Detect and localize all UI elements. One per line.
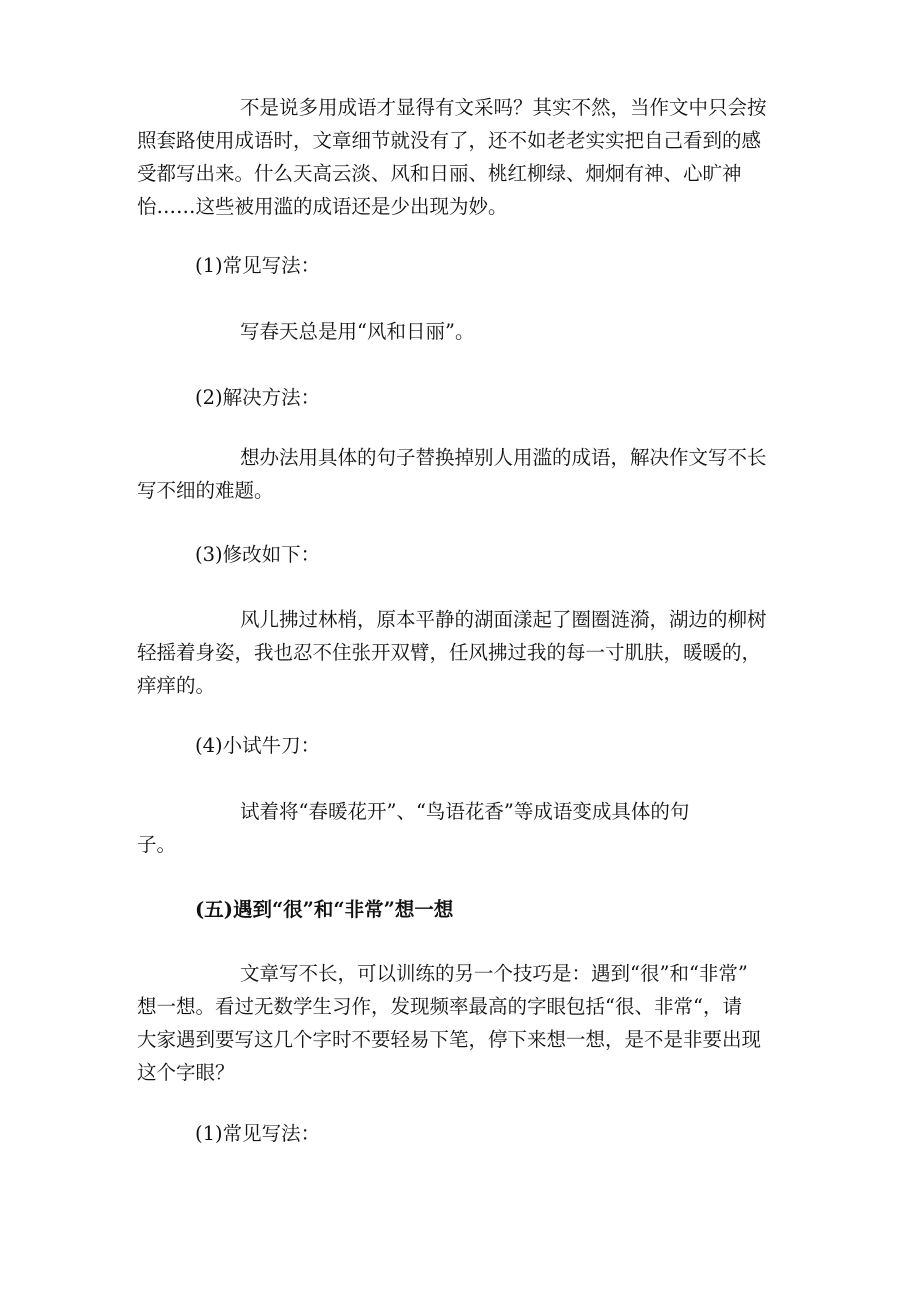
- paragraph-solution: [137, 441, 787, 507]
- text-line: 痒痒的。: [137, 674, 216, 697]
- label-common-writing: (1)常见写法：: [195, 254, 321, 277]
- text-line: 不是说多用成语才显得有文采吗？其实不然，当作文中只会按: [240, 96, 767, 119]
- text-line: 轻摇着身姿，我也忍不住张开双臂，任风拂过我的每一寸肌肤，暖暖的，: [137, 641, 762, 664]
- text-line: 写不细的难题。: [137, 479, 274, 502]
- label-common-writing-2: (1)常见写法：: [195, 1122, 321, 1145]
- paragraph-revision: [137, 603, 787, 702]
- text-line: 文章写不长，可以训练的另一个技巧是：遇到“很”和“非常”: [240, 962, 748, 985]
- text-line: 风儿拂过林梢，原本平静的湖面漾起了圈圈涟漪，湖边的柳树: [240, 608, 767, 631]
- text-line: 怡……这些被用滥的成语还是少出现为妙。: [137, 195, 508, 218]
- text-line: 这个字眼？: [137, 1061, 235, 1084]
- text-line: 子。: [137, 833, 177, 856]
- section-heading-five: (五)遇到“很”和“非常”想一想: [195, 898, 454, 921]
- label-revision: (3)修改如下：: [195, 543, 321, 566]
- text-line: 想办法用具体的句子替换掉别人用滥的成语，解决作文写不长: [240, 446, 767, 469]
- paragraph-spring-example: 写春天总是用“风和日丽”。: [240, 320, 475, 343]
- label-practice: (4)小试牛刀：: [195, 734, 321, 757]
- paragraph-practice: [137, 795, 787, 861]
- label-solution: (2)解决方法：: [195, 386, 321, 409]
- paragraph-idioms-overuse: [137, 91, 787, 223]
- text-line: 想一想。看过无数学生习作，发现频率最高的字眼包括“很、非常“，请: [137, 995, 742, 1018]
- text-line: 受都写出来。什么天高云淡、风和日丽、桃红柳绿、炯炯有神、心旷神: [137, 162, 742, 185]
- text-line: 大家遇到要写这几个字时不要轻易下笔，停下来想一想，是不是非要出现: [137, 1028, 762, 1051]
- text-line: 照套路使用成语时，文章细节就没有了，还不如老老实实把自己看到的感: [137, 129, 762, 152]
- text-line: 试着将“春暖花开”、“鸟语花香”等成语变成具体的句: [240, 800, 690, 823]
- paragraph-very-tip: [137, 957, 787, 1089]
